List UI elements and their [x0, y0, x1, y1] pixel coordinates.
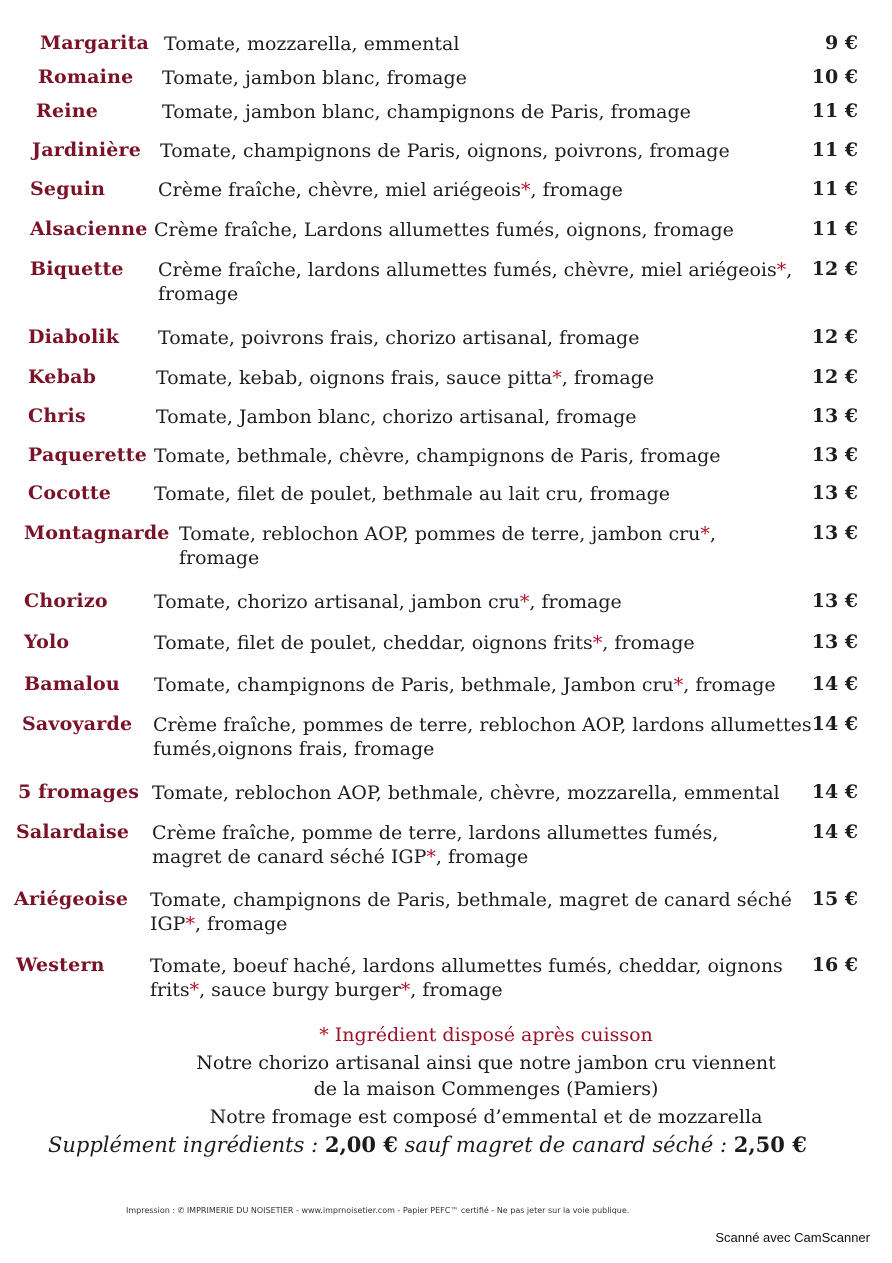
ingredients-line: Crème fraîche, pomme de terre, lardons allumettes fumés, — [152, 822, 719, 844]
star-footnote: * Ingrédient disposé après cuisson — [319, 1024, 653, 1046]
cooked-after-star: * — [319, 1024, 329, 1046]
pizza-name: Savoyarde — [22, 713, 133, 735]
pizza-ingredients — [156, 366, 654, 390]
ingredients-line: Tomate, filet de poulet, cheddar, oignons frits*, fromage — [154, 632, 695, 654]
cooked-after-star: * — [185, 913, 195, 935]
pizza-ingredients — [152, 821, 718, 869]
pizza-ingredients — [164, 32, 459, 56]
pizza-name: Reine — [36, 100, 98, 122]
ingredients-line: Tomate, champignons de Paris, bethmale, magret de canard séché — [150, 889, 792, 911]
pizza-ingredients — [154, 673, 776, 697]
ingredients-line: Crème fraîche, lardons allumettes fumés, chèvre, miel ariégeois*, — [158, 259, 793, 281]
pizza-ingredients — [158, 258, 792, 306]
ingredients-line: Tomate, champignons de Paris, oignons, poivrons, fromage — [160, 140, 730, 162]
ingredients-line: Tomate, champignons de Paris, bethmale, Jambon cru*, fromage — [154, 674, 776, 696]
pizza-price: 13 € — [811, 590, 858, 612]
pizza-ingredients — [179, 522, 716, 570]
pizza-ingredients — [154, 444, 721, 468]
supplement-label: Supplément ingrédients : — [48, 1133, 319, 1157]
pizza-ingredients — [156, 405, 637, 429]
pizza-ingredients — [162, 100, 691, 124]
pizza-name: Margarita — [40, 32, 150, 54]
pizza-ingredients — [152, 781, 780, 805]
pizza-price: 11 € — [811, 100, 858, 122]
ingredients-line: Tomate, reblochon AOP, bethmale, chèvre, mozzarella, emmental — [152, 782, 780, 804]
ingredients-line: Tomate, jambon blanc, fromage — [162, 67, 467, 89]
ingredients-line: frits*, sauce burgy burger*, fromage — [150, 979, 503, 1001]
pizza-price: 12 € — [811, 366, 858, 388]
pizza-price: 13 € — [811, 631, 858, 653]
pizza-price: 14 € — [811, 781, 858, 803]
pizza-price: 14 € — [811, 673, 858, 695]
ingredients-line: Crème fraîche, pommes de terre, reblochon AOP, lardons allumettes — [153, 714, 812, 736]
pizza-price: 11 € — [811, 139, 858, 161]
pizza-price: 11 € — [811, 178, 858, 200]
pizza-name: Paquerette — [28, 444, 148, 466]
cooked-after-star: * — [426, 846, 436, 868]
pizza-price: 13 € — [811, 405, 858, 427]
pizza-name: Western — [16, 954, 105, 976]
pizza-name: Bamalou — [24, 673, 120, 695]
ingredients-line: Crème fraîche, chèvre, miel ariégeois*, fromage — [158, 179, 623, 201]
cooked-after-star: * — [673, 674, 684, 696]
pizza-price: 14 € — [811, 713, 858, 735]
ingredients-line: Tomate, kebab, oignons frais, sauce pitta*, fromage — [156, 367, 655, 389]
supplement-exception: sauf magret de canard séché : — [404, 1133, 728, 1157]
pizza-name: Salardaise — [16, 821, 130, 843]
pizza-price: 12 € — [811, 326, 858, 348]
supplement-price: 2,00 € — [324, 1132, 398, 1157]
pizza-name: Chris — [28, 405, 86, 427]
pizza-ingredients — [154, 631, 695, 655]
cooked-after-star: * — [552, 367, 562, 389]
pizza-ingredients — [153, 713, 812, 761]
pizza-ingredients — [158, 326, 639, 350]
ingredients-line: Tomate, chorizo artisanal, jambon cru*, fromage — [154, 591, 622, 613]
cooked-after-star: * — [519, 591, 530, 613]
pizza-price: 10 € — [811, 66, 858, 88]
imprint-text: Impression : ✆ IMPRIMERIE DU NOISETIER - www.imprnoisetier.com - Papier PEFC™ certifié - Ne pas jeter sur la voie publique. — [126, 1206, 630, 1215]
pizza-name: Chorizo — [24, 590, 108, 612]
ingredients-line: Tomate, poivrons frais, chorizo artisanal, fromage — [158, 327, 640, 349]
ingredients-line: Tomate, jambon blanc, champignons de Paris, fromage — [162, 101, 691, 123]
ingredients-line: fromage — [179, 547, 260, 569]
pizza-ingredients — [154, 218, 734, 242]
pizza-ingredients — [162, 66, 467, 90]
pizza-name: Yolo — [24, 631, 70, 653]
cooked-after-star: * — [521, 179, 531, 201]
pizza-name: Biquette — [30, 258, 124, 280]
pizza-name: Ariégeoise — [14, 888, 129, 910]
scanner-watermark: Scanné avec CamScanner — [715, 1230, 870, 1245]
pizza-price: 12 € — [811, 258, 858, 280]
pizza-name: Alsacienne — [30, 218, 148, 240]
pizza-ingredients — [154, 590, 622, 614]
ingredients-line: Tomate, boeuf haché, lardons allumettes fumés, cheddar, oignons — [150, 955, 783, 977]
ingredients-line: Crème fraîche, Lardons allumettes fumés, oignons, fromage — [154, 219, 734, 241]
pizza-name: Seguin — [30, 178, 106, 200]
pizza-ingredients — [154, 482, 670, 506]
chorizo-note-line-2: de la maison Commenges (Pamiers) — [313, 1078, 659, 1100]
cooked-after-star: * — [400, 979, 411, 1001]
ingredients-line: IGP*, fromage — [150, 913, 288, 935]
ingredients-line: Tomate, bethmale, chèvre, champignons de Paris, fromage — [154, 445, 721, 467]
pizza-ingredients — [150, 954, 783, 1002]
supplement-exception-price: 2,50 € — [733, 1132, 807, 1157]
pizza-price: 9 € — [824, 32, 858, 54]
cooked-after-star: * — [592, 632, 603, 654]
pizza-ingredients — [158, 178, 623, 202]
pizza-name: Cocotte — [28, 482, 112, 504]
cooked-after-star: * — [189, 979, 200, 1001]
ingredients-line: Tomate, reblochon AOP, pommes de terre, jambon cru*, — [179, 523, 716, 545]
pizza-price: 13 € — [811, 522, 858, 544]
pizza-name: 5 fromages — [18, 781, 140, 803]
supplement-line — [48, 1132, 807, 1157]
ingredients-line: fumés,oignons frais, fromage — [153, 738, 435, 760]
pizza-name: Montagnarde — [24, 522, 170, 544]
pizza-price: 16 € — [811, 954, 858, 976]
pizza-price: 13 € — [811, 482, 858, 504]
ingredients-line: Tomate, filet de poulet, bethmale au lait cru, fromage — [154, 483, 671, 505]
ingredients-line: fromage — [158, 283, 239, 305]
pizza-ingredients — [160, 139, 730, 163]
cheese-note: Notre fromage est composé d’emmental et de mozzarella — [209, 1106, 763, 1128]
ingredients-line: Tomate, Jambon blanc, chorizo artisanal, fromage — [156, 406, 637, 428]
pizza-name: Romaine — [38, 66, 134, 88]
pizza-price: 11 € — [811, 218, 858, 240]
pizza-name: Kebab — [28, 366, 97, 388]
pizza-name: Jardinière — [32, 139, 142, 161]
cooked-after-star: * — [700, 523, 710, 545]
ingredients-line: magret de canard séché IGP*, fromage — [152, 846, 529, 868]
cooked-after-star: * — [776, 259, 787, 281]
pizza-price: 13 € — [811, 444, 858, 466]
chorizo-note-line-1: Notre chorizo artisanal ainsi que notre jambon cru viennent — [196, 1052, 776, 1074]
pizza-price: 14 € — [811, 821, 858, 843]
pizza-price: 15 € — [811, 888, 858, 910]
pizza-name: Diabolik — [28, 326, 120, 348]
ingredients-line: Tomate, mozzarella, emmental — [164, 33, 460, 55]
pizza-ingredients — [150, 888, 792, 936]
